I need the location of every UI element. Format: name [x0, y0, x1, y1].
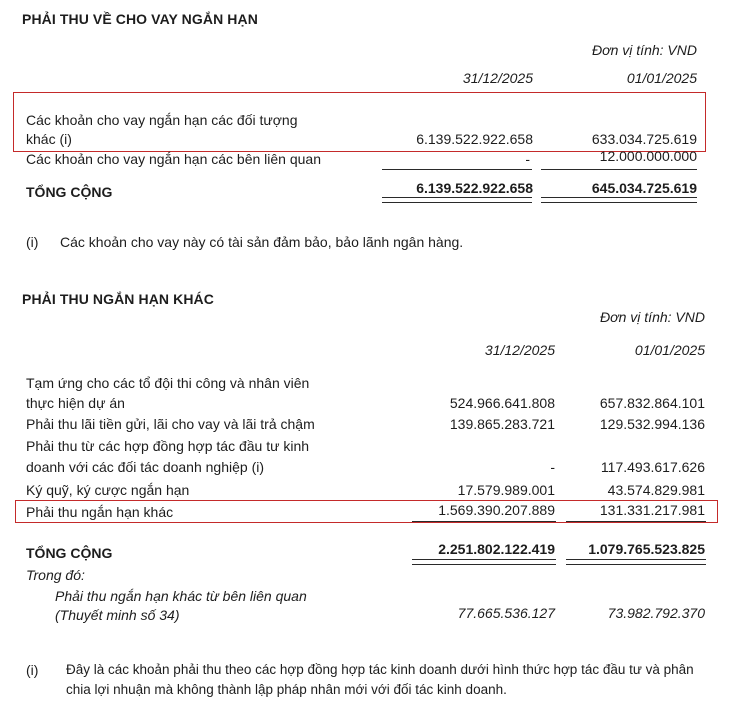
row-label-cont: khác (i)	[26, 131, 72, 147]
total-value: 6.139.522.922.658	[416, 180, 533, 196]
row-label-cont: doanh với các đối tác doanh nghiệp (i)	[26, 459, 264, 475]
value-cell: 524.966.641.808	[449, 395, 555, 411]
row-label: Phải thu lãi tiền gửi, lãi cho vay và lãi trả chậm	[26, 416, 315, 432]
total-double-rule	[566, 559, 706, 565]
subtotal-rule	[566, 521, 706, 522]
total-value: 2.251.802.122.419	[438, 541, 555, 557]
row-label-cont: thực hiện dự án	[26, 395, 125, 411]
related-party-label: Phải thu ngắn hạn khác từ bên liên quan	[55, 588, 307, 604]
value-cell: 1.569.390.207.889	[438, 502, 555, 518]
row-label: Phải thu từ các hợp đồng hợp tác đầu tư kinh	[26, 438, 310, 454]
total-label: TỔNG CỘNG	[26, 545, 113, 561]
row-label: Tạm ứng cho các tổ đội thi công và nhân viên	[26, 375, 310, 391]
total-label: TỔNG CỘNG	[26, 184, 113, 200]
note-text: Các khoản cho vay này có tài sản đảm bảo, bảo lãnh ngân hàng.	[60, 234, 464, 250]
unit-label: Đơn vị tính: VND	[600, 309, 705, 325]
total-value: 1.079.765.523.825	[588, 541, 705, 557]
total-value: 645.034.725.619	[591, 180, 697, 196]
value-cell: 657.832.864.101	[599, 395, 705, 411]
section-title-loans: PHẢI THU VỀ CHO VAY NGẮN HẠN	[22, 11, 258, 27]
value-cell: 12.000.000.000	[599, 148, 697, 164]
value-cell: -	[525, 151, 530, 167]
row-label: Ký quỹ, ký cược ngắn hạn	[26, 482, 190, 498]
total-double-rule	[541, 197, 697, 203]
subtotal-rule	[541, 169, 697, 170]
column-header-2024: 01/01/2025	[626, 70, 697, 86]
column-header-2025: 31/12/2025	[484, 342, 555, 358]
unit-label: Đơn vị tính: VND	[592, 42, 697, 58]
value-cell: 73.982.792.370	[607, 605, 705, 621]
value-cell: 43.574.829.981	[607, 482, 705, 498]
section-title-other: PHẢI THU NGẮN HẠN KHÁC	[22, 291, 214, 307]
subtotal-rule	[412, 521, 556, 522]
value-cell: 633.034.725.619	[591, 131, 697, 147]
value-cell: 77.665.536.127	[457, 605, 555, 621]
note-marker: (i)	[26, 234, 39, 250]
row-label: Các khoản cho vay ngắn hạn các bên liên quan	[26, 151, 321, 167]
value-cell: 117.493.617.626	[600, 459, 705, 475]
value-cell: 129.532.994.136	[599, 416, 705, 432]
row-label: Phải thu ngắn hạn khác	[26, 504, 174, 520]
note-marker: (i)	[26, 662, 39, 678]
related-party-note-ref: (Thuyết minh số 34)	[55, 607, 180, 623]
of-which-label: Trong đó:	[26, 567, 85, 583]
row-label: Các khoản cho vay ngắn hạn các đối tượng	[26, 112, 298, 128]
column-header-2025: 31/12/2025	[462, 70, 533, 86]
value-cell: 131.331.217.981	[599, 502, 705, 518]
value-cell: 6.139.522.922.658	[416, 131, 533, 147]
column-header-2024: 01/01/2025	[634, 342, 705, 358]
total-double-rule	[412, 559, 556, 565]
total-double-rule	[382, 197, 532, 203]
value-cell: 17.579.989.001	[457, 482, 555, 498]
note-text: Đây là các khoản phải thu theo các hợp đồng hợp tác kinh doanh dưới hình thức hợp tác đầu tư và phân chia lợi nhuận mà không thành lập pháp nhân mới với đối tác kinh doanh.	[66, 662, 694, 697]
value-cell: -	[550, 459, 555, 475]
subtotal-rule	[382, 169, 532, 170]
value-cell: 139.865.283.721	[449, 416, 555, 432]
